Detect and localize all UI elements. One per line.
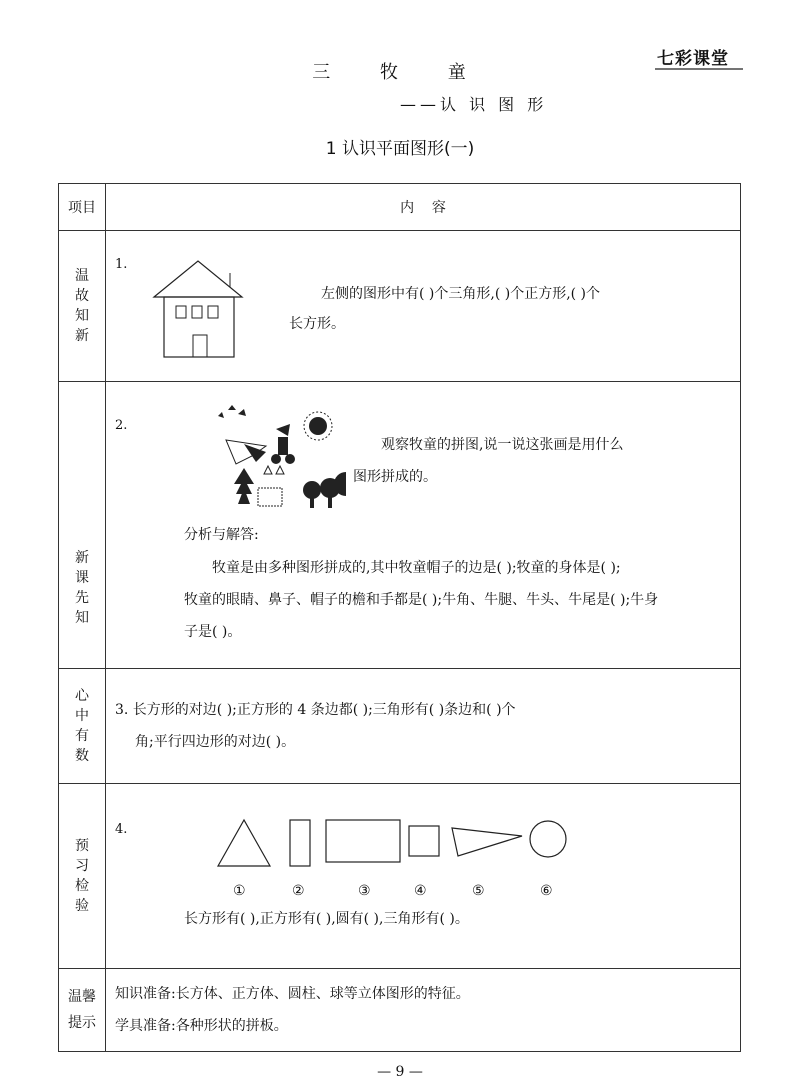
analysis-line3: 子是( )。 [184, 624, 242, 640]
row-content-mind [106, 669, 741, 784]
shape-label-6: ⑥ [540, 883, 553, 899]
row-label-tips: 温馨 提示 [59, 969, 106, 1052]
house-figure [146, 253, 246, 363]
shape-triangle-5 [452, 828, 522, 856]
row-content-review [106, 231, 741, 382]
row-label-mind: 心 中 有 数 [59, 669, 106, 784]
row-content-tips [106, 969, 741, 1052]
question-number: 2. [115, 418, 128, 433]
row-label-new: 新 课 先 知 [59, 382, 106, 669]
shape-rectangle-3 [326, 820, 400, 862]
shape-label-2: ② [292, 883, 305, 899]
row-label-review: 温 故 知 新 [59, 231, 106, 382]
question-number: 4. [115, 822, 128, 837]
logo-text: 七彩课堂 [657, 49, 729, 69]
shape-triangle-1 [218, 820, 270, 866]
shape-label-4: ④ [414, 883, 427, 899]
q3-line1: 3. 长方形的对边( );正方形的 4 条边都( );三角形有( )条边和( )个 [115, 702, 516, 718]
shape-circle-6 [530, 821, 566, 857]
lesson-title: 1 认识平面图形(一) [325, 139, 475, 159]
row-label-check: 预 习 检 验 [59, 784, 106, 969]
question-number: 1. [115, 257, 128, 272]
analysis-title: 分析与解答: [184, 527, 259, 543]
lesson-table [58, 183, 741, 1052]
q3-line2: 角;平行四边形的对边( )。 [135, 734, 296, 750]
q1-line2: 长方形。 [289, 316, 345, 332]
q2-intro-line1: 观察牧童的拼图,说一说这张画是用什么 [381, 437, 624, 453]
q2-intro-line2: 图形拼成的。 [353, 469, 437, 485]
tip-knowledge: 知识准备:长方体、正方体、圆柱、球等立体图形的特征。 [115, 986, 470, 1002]
shape-rectangle-2 [290, 820, 310, 866]
shape-square-4 [409, 826, 439, 856]
q1-line1: 左侧的图形中有( )个三角形,( )个正方形,( )个 [321, 286, 601, 302]
analysis-line1: 牧童是由多种图形拼成的,其中牧童帽子的边是( );牧童的身体是( ); [212, 560, 621, 576]
row-content-new [106, 382, 741, 669]
chapter-subtitle: ——认 识 图 形 [400, 95, 548, 114]
tip-materials: 学具准备:各种形状的拼板。 [115, 1018, 288, 1034]
shapes-figure [206, 816, 586, 876]
header-content: 内 容 [106, 184, 741, 231]
header-item: 项目 [59, 184, 106, 231]
shape-label-5: ⑤ [472, 883, 485, 899]
shape-label-1: ① [233, 883, 246, 899]
chapter-title: 三 牧 童 [312, 62, 488, 83]
q4-answer-line: 长方形有( ),正方形有( ),圆有( ),三角形有( )。 [184, 911, 469, 927]
shape-label-3: ③ [358, 883, 371, 899]
page-number: — 9 — [377, 1064, 423, 1080]
analysis-line2: 牧童的眼睛、鼻子、帽子的檐和手都是( );牛角、牛腿、牛头、牛尾是( );牛身 [184, 592, 659, 608]
row-content-check [106, 784, 741, 969]
shepherd-puzzle-figure [166, 404, 346, 509]
